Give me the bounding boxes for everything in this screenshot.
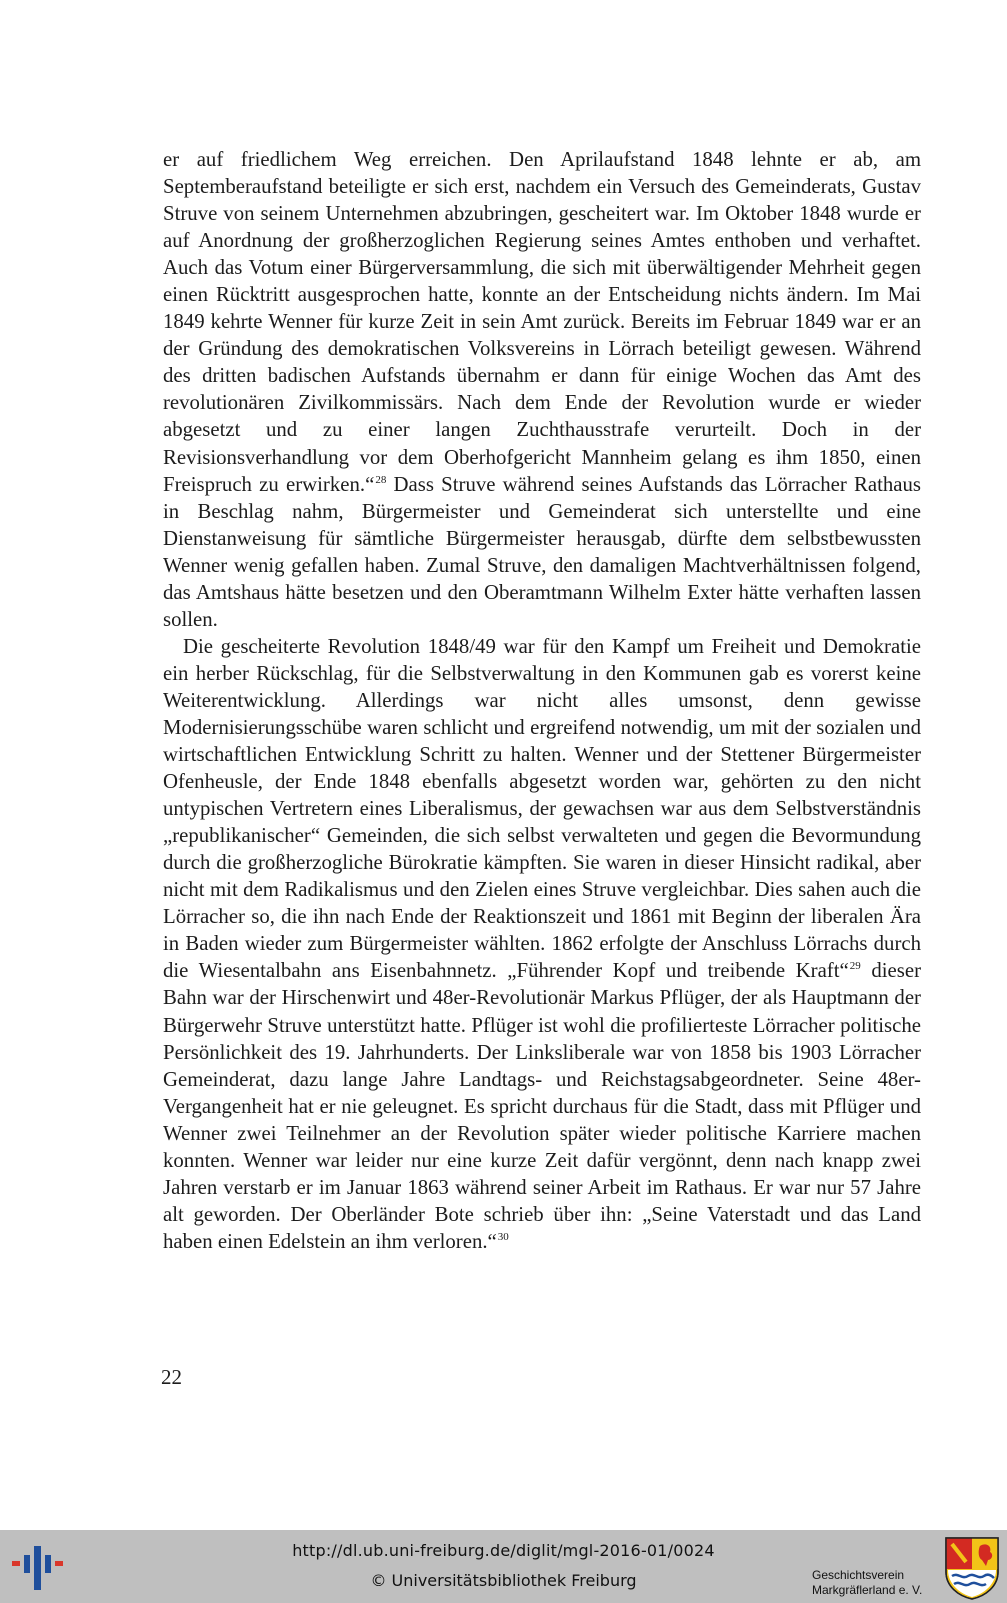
footer-copyright: © Universitätsbibliothek Freiburg <box>370 1571 637 1590</box>
paragraph-1 <box>163 146 921 633</box>
paragraph-1-text: er auf friedlichem Weg erreichen. Den Aprilaufstand 1848 lehnte er ab, am Septemberaufstand beteiligte er sich erst, nachdem ein Versuch des Gemeinderats, Gustav Struve von seinem Unternehmen abzubringen, gescheitert war. Im Oktober 1848 wurde er auf Anordnung der großherzoglichen Regierung seines Amtes enthoben und verhaftet. Auch das Votum einer Bürgerversammlung, die sich mit überwältigender Mehrheit gegen einen Rücktritt ausgesprochen hatte, konnte an der Entscheidung nichts ändern. Im Mai 1849 kehrte Wenner für kurze Zeit in sein Amt zurück. Bereits im Februar 1849 war er an der Gründung des demokratischen Volksvereins in Lörrach beteiligt gewesen. Während des dritten badischen Aufstands übernahm er dann für einige Wochen das Amt des revolutionären Zivilkommissärs. Nach dem Ende der Revolution wurde er wieder abgesetzt und zu einer langen Zuchthausstrafe verurteilt. Doch in der Revisionsverhandlung vor dem Oberhofgericht Mannheim gelang es ihm 1850, einen Freispruch zu erwirken.“ <box>163 148 921 496</box>
footer-url-link[interactable]: http://dl.ub.uni-freiburg.de/diglit/mgl-2016-01/0024 <box>292 1541 715 1560</box>
footnote-ref-29: 29 <box>849 960 861 973</box>
paragraph-1-continuation: Dass Struve während seines Aufstands das Lörracher Rathaus in Beschlag nahm, Bürgermeister und Gemeinderat sich unterstellte und eine Dienstanweisung für sämtliche Bürgermeister herausgab, dürfte dem selbstbewussten Wenner wenig gefallen haben. Zumal Struve, den damaligen Machtverhältnissen folgend, das Amtshaus hätte besetzen und den Oberamtmann Wilhelm Exter hätte verhaften lassen sollen. <box>163 472 921 631</box>
footnote-ref-28: 28 <box>375 473 387 486</box>
society-name <box>812 1568 922 1598</box>
society-crest-icon <box>944 1536 1000 1600</box>
society-name-line-1: Geschichtsverein <box>812 1568 905 1582</box>
page-number: 22 <box>161 1365 182 1389</box>
footer-bar <box>0 1530 1007 1603</box>
society-name-line-2: Markgräflerland e. V. <box>812 1583 923 1597</box>
footnote-ref-30: 30 <box>497 1230 509 1243</box>
paragraph-2 <box>163 633 921 1255</box>
paragraph-2-continuation: dieser Bahn war der Hirschenwirt und 48er-Revolutionär Markus Pflüger, der als Hauptmann der Bürgerwehr Struve unterstützt hatte. Pflüger ist wohl die profilierteste Lörracher politische Persönlichkeit des 19. Jahrhunderts. Der Linksliberale war von 1858 bis 1903 Lörracher Gemeinderat, dazu lange Jahre Landtags- und Reichstagsabgeordneter. Seine 48er-Vergangenheit hat er nie geleugnet. Es spricht durchaus für die Stadt, dass mit Pflüger und Wenner zwei Teilnehmer an der Revolution später wieder politische Karriere machen konnten. Wenner war leider nur eine kurze Zeit dafür vergönnt, denn nach knapp zwei Jahren verstarb er im Januar 1863 während seiner Arbeit im Rathaus. Er war nur 57 Jahre alt geworden. Der Oberländer Bote schrieb über ihn: „Seine Vaterstadt und das Land haben einen Edelstein an ihm verloren.“ <box>163 959 921 1253</box>
body-text <box>163 146 921 1255</box>
paragraph-2-text: Die gescheiterte Revolution 1848/49 war für den Kampf um Freiheit und Demokratie ein herber Rückschlag, für die Selbstverwaltung in den Kommunen gab es vorerst keine Weiterentwicklung. Allerdings war nicht alles umsonst, denn gewisse Modernisierungsschübe waren schlicht und ergreifend notwendig, um mit der sozialen und wirtschaftlichen Entwicklung Schritt zu halten. Wenner und der Stettener Bürgermeister Ofenheusle, der Ende 1848 ebenfalls abgesetzt worden war, gehörten zu den nicht untypischen Vertretern eines Liberalismus, der gewachsen war aus dem Selbstverständnis „republikanischer“ Gemeinden, die sich selbst verwalteten und gegen die Bevormundung durch die großherzogliche Bürokratie kämpften. Sie waren in dieser Hinsicht radikal, aber nicht mit dem Radikalismus und den Zielen eines Struve vergleichbar. Dies sahen auch die Lörracher so, die ihn nach Ende der Reaktionszeit und 1861 mit Beginn der liberalen Ära in Baden wieder zum Bürgermeister wählten. 1862 erfolgte der Anschluss Lörrachs durch die Wiesentalbahn ans Eisenbahnnetz. „Führender Kopf und treibende Kraft“ <box>163 634 921 983</box>
